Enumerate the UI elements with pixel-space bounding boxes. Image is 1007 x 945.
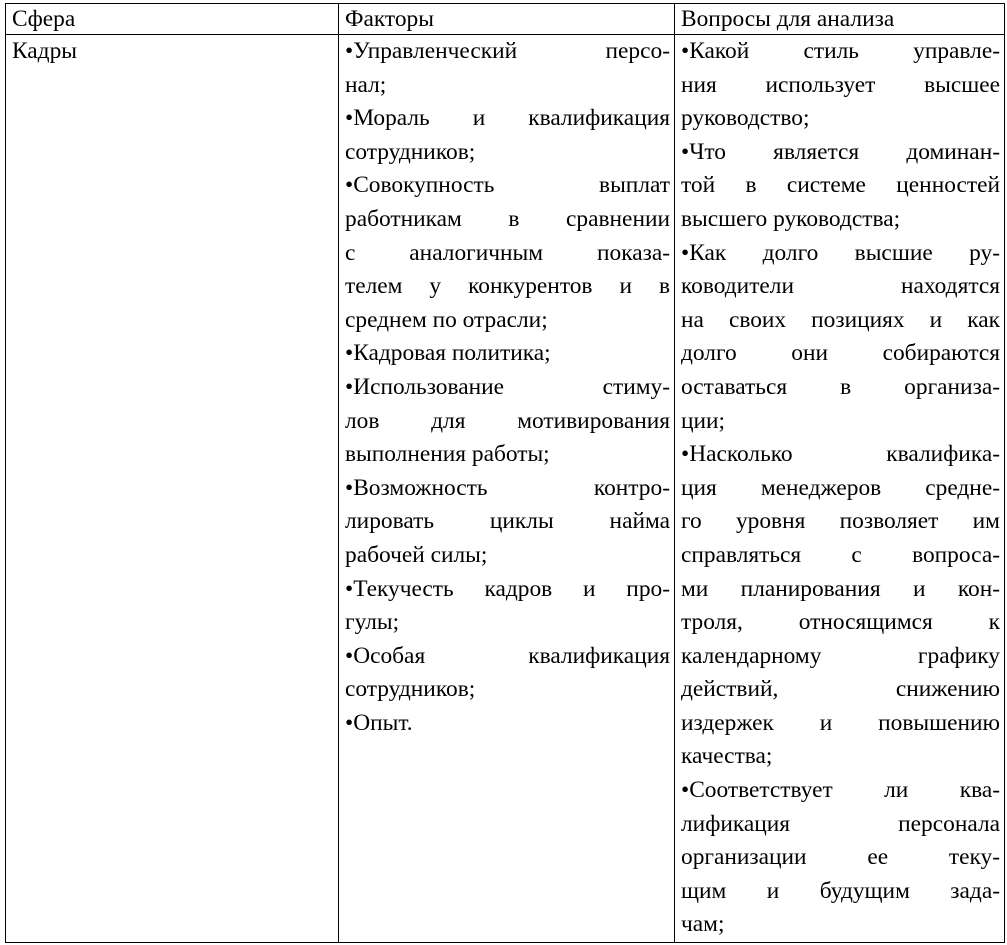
factor-line: гулы; xyxy=(345,609,400,636)
questions-cell xyxy=(675,35,1005,943)
question-line: руководство; xyxy=(681,105,810,132)
question-line: чам; xyxy=(681,911,725,938)
factor-line: выполнения работы; xyxy=(345,441,550,468)
factor-line: среднем по отрасли; xyxy=(345,306,548,333)
question-line: на своих позициях и как xyxy=(681,306,1000,333)
question-line: •Что является доминан- xyxy=(681,138,1000,165)
question-line: календарному графику xyxy=(681,642,1000,669)
question-line: справляться с вопроса- xyxy=(681,541,1000,568)
question-line: ция менеджеров средне- xyxy=(681,474,1000,501)
question-line: долго они собираются xyxy=(681,340,1000,367)
factor-line: •Управленческий персо- xyxy=(345,38,670,64)
question-line: оставаться в организа- xyxy=(681,373,1000,400)
header-questions: Вопросы для анализа xyxy=(675,4,1005,35)
question-line: •Как долго высшие ру- xyxy=(681,239,1000,266)
factor-line: •Текучесть кадров и про- xyxy=(345,575,670,602)
factor-line: рабочей силы; xyxy=(345,541,488,568)
factor-line: сотрудников; xyxy=(345,138,476,165)
factor-line: телем у конкурентов и в xyxy=(345,273,670,300)
factor-line: сотрудников; xyxy=(345,676,476,703)
question-line: организации ее теку- xyxy=(681,844,1000,871)
question-line: той в системе ценностей xyxy=(681,172,1000,199)
factor-line: •Возможность контро- xyxy=(345,474,670,501)
factor-line: работникам в сравнении xyxy=(345,205,670,232)
question-line: ми планирования и кон- xyxy=(681,575,1000,602)
factor-line: лов для мотивирования xyxy=(345,407,670,434)
sphere-value: Кадры xyxy=(12,38,77,64)
question-line: высшего руководства; xyxy=(681,205,901,232)
sphere-cell xyxy=(6,35,339,943)
factor-line: •Опыт. xyxy=(345,709,413,736)
factor-line: •Совокупность выплат xyxy=(345,172,670,199)
factor-line: нал; xyxy=(345,71,387,98)
question-line: лификация персонала xyxy=(681,810,1000,837)
question-line: ния использует высшее xyxy=(681,71,1000,98)
header-row xyxy=(6,4,1005,35)
question-line: ководители находятся xyxy=(681,273,1000,300)
factor-line: •Кадровая политика; xyxy=(345,340,551,367)
factor-line: лировать циклы найма xyxy=(345,508,670,535)
analysis-table xyxy=(5,3,1005,943)
factor-line: •Особая квалификация xyxy=(345,642,670,669)
question-line: го уровня позволяет им xyxy=(681,508,1000,535)
factors-cell xyxy=(339,35,675,943)
factor-line: •Использование стиму- xyxy=(345,373,670,400)
question-line: щим и будущим зада- xyxy=(681,877,1000,904)
factor-line: •Мораль и квалификация xyxy=(345,105,670,132)
question-line: ции; xyxy=(681,407,726,434)
header-sphere: Сфера xyxy=(6,4,339,35)
question-line: •Соответствует ли ква- xyxy=(681,777,1000,804)
question-line: •Какой стиль управле- xyxy=(681,38,1000,64)
question-line: •Насколько квалифика- xyxy=(681,441,1000,468)
factor-line: с аналогичным показа- xyxy=(345,239,670,266)
header-factors: Факторы xyxy=(339,4,675,35)
question-line: троля, относящимся к xyxy=(681,609,1000,636)
question-line: качества; xyxy=(681,743,773,770)
table-row xyxy=(6,35,1005,943)
question-line: действий, снижению xyxy=(681,676,1000,703)
question-line: издержек и повышению xyxy=(681,709,1000,736)
